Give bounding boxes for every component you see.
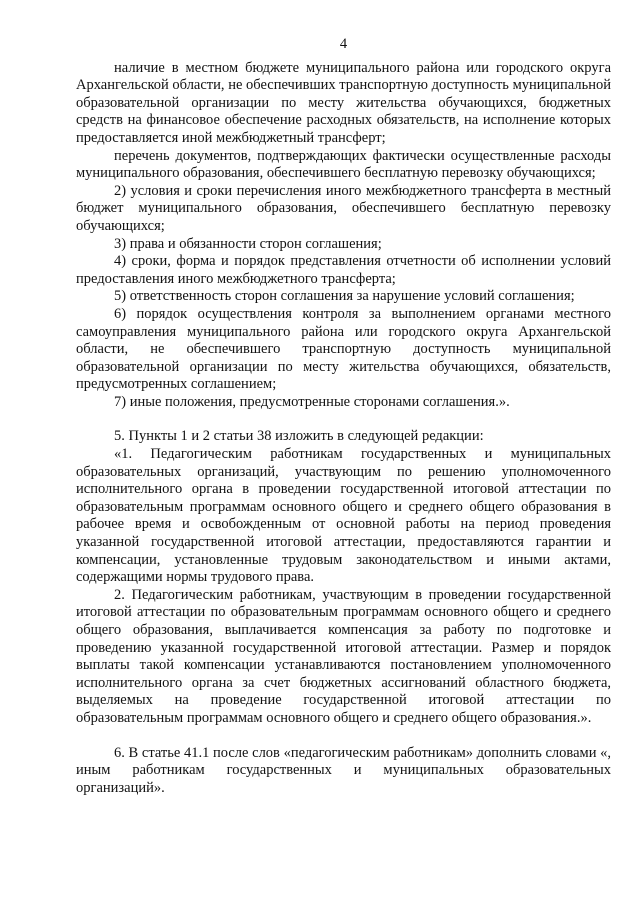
paragraph-section-5-heading: 5. Пункты 1 и 2 статьи 38 изложить в следующей редакции: [114,428,484,445]
paragraph-documents-list: перечень документов, подтверждающих фактически осуществленные расходы муниципального образования, обеспечившего бесплатную перевозку обучающихся; [76,147,611,182]
paragraph-item-5: 5) ответственность сторон соглашения за нарушение условий соглашения; [114,288,575,305]
paragraph-section-6: 6. В статье 41.1 после слов «педагогическим работникам» дополнить словами «, иным работникам государственных и муниципальных образовательных организаций». [76,744,611,796]
paragraph-item-4: 4) сроки, форма и порядок представления отчетности об исполнении условий предоставления иного межбюджетного трансферта; [76,253,611,287]
paragraph-item-3: 3) права и обязанности сторон соглашения; [114,235,382,252]
section-spacer [76,728,611,745]
paragraph-clause-2: 2. Педагогическим работникам, участвующим в проведении государственной итоговой аттестации по образовательным программам основного общего и среднего общего образования, выплачивается компенсация за работу по подготовке и проведению указанной государственной итоговой аттестации. Размер и порядок выплаты такой компенсации устанавливаются постановлением уполномоченного исполнительного органа за счет бюджетных ассигнований областного бюджета, выделяемых на проведение государственной итоговой аттестации по образовательным программам основного общего и среднего общего образования.». [76,586,611,726]
paragraph-budget-availability: наличие в местном бюджете муниципального района или городского округа Архангельской области, не обеспечивших транспортную доступность муниципальной образовательной организации по месту жительства обучающихся, бюджетных средств на финансовое обеспечение расходных обязательств, на исполнение которых предоставляется иной межбюджетный трансферт; [76,59,611,146]
paragraph-item-7: 7) иные положения, предусмотренные сторонами соглашения.». [114,393,510,410]
page-number: 4 [339,36,348,52]
section-spacer [76,411,611,428]
paragraph-item-2: 2) условия и сроки перечисления иного межбюджетного трансферта в местный бюджет муниципального образования, обеспечившего бесплатную перевозку обучающихся; [76,182,611,234]
paragraph-item-6: 6) порядок осуществления контроля за выполнением органами местного самоуправления муниципального района или городского округа Архангельской области, не обеспечившего транспортную доступность муниципальной образовательной организации по месту жительства обучающихся, обязательств, предусмотренных соглашением; [76,305,611,393]
document-page [76,36,611,797]
paragraph-clause-1: «1. Педагогическим работникам государственных и муниципальных образовательных организаций, участвующим по решению уполномоченного исполнительного органа в проведении государственной итоговой аттестации по образовательным программам основного общего и среднего общего образования в рабочее время и освобожденным от основной работы на период проведения указанной государственной итоговой аттестации, предоставляются гарантии и компенсации, установленные трудовым законодательством и иными актами, содержащими нормы трудового права. [76,446,611,586]
